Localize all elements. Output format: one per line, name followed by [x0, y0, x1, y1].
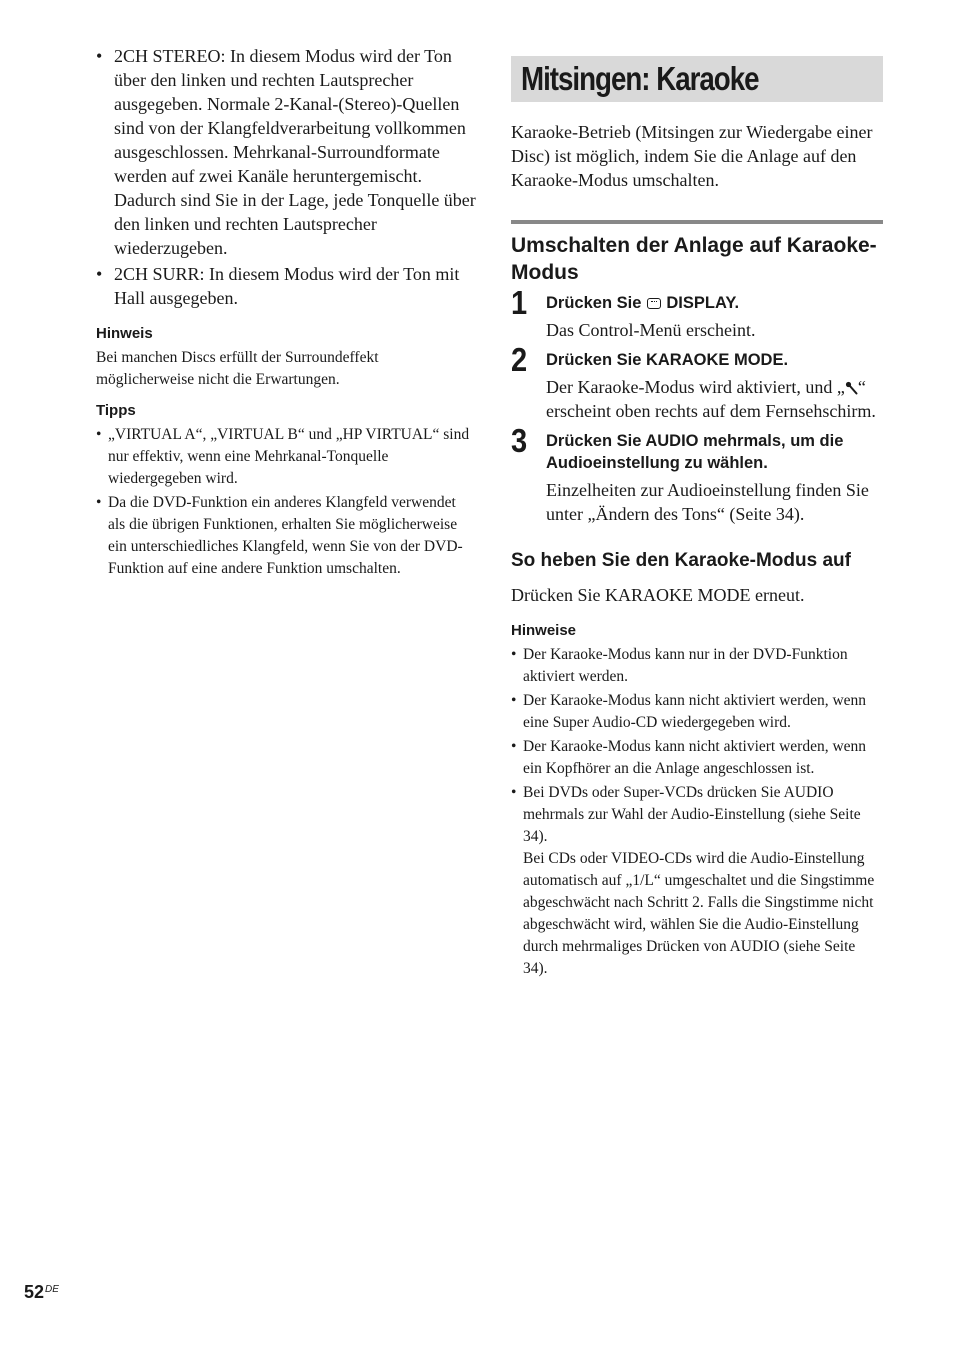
intro-text: Karaoke-Betrieb (Mitsingen zur Wiedergabe einer Disc) ist möglich, indem Sie die Anlage auf den Karaoke-Modus umschalten.	[511, 122, 873, 190]
step-title: Drücken Sie KARAOKE MODE.	[546, 351, 789, 369]
list-item	[511, 644, 883, 688]
step-number: 2	[511, 341, 528, 378]
step-body: Das Control-Menü erscheint.	[546, 320, 756, 340]
hinweis-block	[96, 324, 476, 391]
list-item-text: • Der Karaoke-Modus kann nicht aktiviert werden, wenn eine Super Audio-CD wiedergegeben wird.	[523, 692, 867, 731]
step-number: 1	[511, 284, 528, 321]
section-divider	[511, 220, 883, 224]
step-3	[511, 422, 883, 526]
section-heading: Umschalten der Anlage auf Karaoke-Modus	[511, 234, 877, 284]
hinweise-list	[511, 644, 883, 980]
page-title: Mitsingen: Karaoke	[521, 60, 759, 97]
list-item-text: • Der Karaoke-Modus kann nur in der DVD-Funktion aktiviert werden.	[523, 646, 848, 685]
microphone-icon	[845, 381, 858, 395]
subsection-text: Drücken Sie KARAOKE MODE erneut.	[511, 585, 805, 605]
hinweise-block	[511, 621, 883, 980]
step-1	[511, 284, 883, 342]
page-language-suffix: DE	[45, 1284, 59, 1295]
list-item-text: • Der Karaoke-Modus kann nicht aktiviert werden, wenn ein Kopfhörer an die Anlage angeschlossen ist.	[523, 738, 867, 777]
list-item	[96, 492, 476, 580]
page-number-value: 52	[24, 1282, 45, 1302]
step-body-text: Der Karaoke-Modus wird aktiviert, und „	[546, 377, 845, 397]
hinweis-text: Bei manchen Discs erfüllt der Surroundeffekt möglicherweise nicht die Erwartungen.	[96, 349, 379, 388]
right-column	[511, 56, 883, 980]
steps-list	[511, 284, 883, 526]
step-body	[546, 375, 883, 423]
step-title-text: Drücken Sie	[546, 294, 642, 312]
step-title-text: DISPLAY.	[666, 294, 740, 312]
step-2	[511, 341, 883, 423]
list-item	[511, 782, 883, 980]
list-item	[511, 690, 883, 734]
list-item-text: • 2CH SURR: In diesem Modus wird der Ton mit Hall ausgegeben.	[114, 264, 460, 308]
list-item-text: • 2CH STEREO: In diesem Modus wird der Ton über den linken und rechten Lautsprecher ausgegeben. Normale 2-Kanal-(Stereo)-Quellen sind von der Klangfeldverarbeitung vollkommen ausgeschlossen. Mehrkanal-Surroundformate werden auf zwei Kanäle heruntergemischt.	[114, 46, 466, 186]
step-title: Drücken Sie AUDIO mehrmals, um die Audioeinstellung zu wählen.	[546, 432, 844, 472]
list-item	[96, 424, 476, 490]
tipps-heading: Tipps	[96, 402, 136, 419]
sound-mode-list	[96, 44, 476, 310]
page-title-bar	[511, 56, 883, 102]
tipps-list	[96, 424, 476, 580]
step-number: 3	[511, 422, 528, 459]
list-item	[511, 736, 883, 780]
step-title	[546, 292, 883, 314]
hinweise-heading: Hinweise	[511, 622, 577, 639]
list-item	[96, 262, 476, 310]
hinweis-heading: Hinweis	[96, 325, 153, 342]
page-number	[24, 1282, 59, 1303]
tipps-block	[96, 401, 476, 580]
subsection-heading: So heben Sie den Karaoke-Modus auf	[511, 550, 851, 571]
step-body-text: “ erscheint oben rechts auf dem Fernsehschirm.	[546, 377, 876, 421]
list-item-text: Dadurch sind Sie in der Lage, jede Tonquelle über den linken und rechten Lautsprecher wiederzugeben.	[114, 190, 476, 258]
list-item-text: Bei CDs oder VIDEO-CDs wird die Audio-Einstellung automatisch auf „1/L“ umgeschaltet und die Singstimme abgeschwächt nach Schritt 2. Falls die Singstimme nicht abgeschwächt wird, wählen Sie die Audio-Einstellung durch mehrmaliges Drücken von AUDIO (siehe Seite 34).	[523, 850, 875, 977]
left-column	[96, 44, 476, 580]
list-item-text: • „VIRTUAL A“, „VIRTUAL B“ und „HP VIRTUAL“ sind nur effektiv, wenn eine Mehrkanal-Tonquelle wiedergegeben wird.	[108, 426, 470, 487]
list-item-text: • Bei DVDs oder Super-VCDs drücken Sie AUDIO mehrmals zur Wahl der Audio-Einstellung (siehe Seite 34).	[523, 784, 861, 845]
display-button-icon	[647, 298, 661, 309]
list-item	[96, 44, 476, 260]
step-body: Einzelheiten zur Audioeinstellung finden Sie unter „Ändern des Tons“ (Seite 34).	[546, 480, 869, 524]
list-item-text: • Da die DVD-Funktion ein anderes Klangfeld verwendet als die übrigen Funktionen, erhalten Sie möglicherweise ein unterschiedliches Klangfeld, wenn Sie von der DVD-Funktion auf eine andere Funktion umschalten.	[108, 494, 463, 577]
